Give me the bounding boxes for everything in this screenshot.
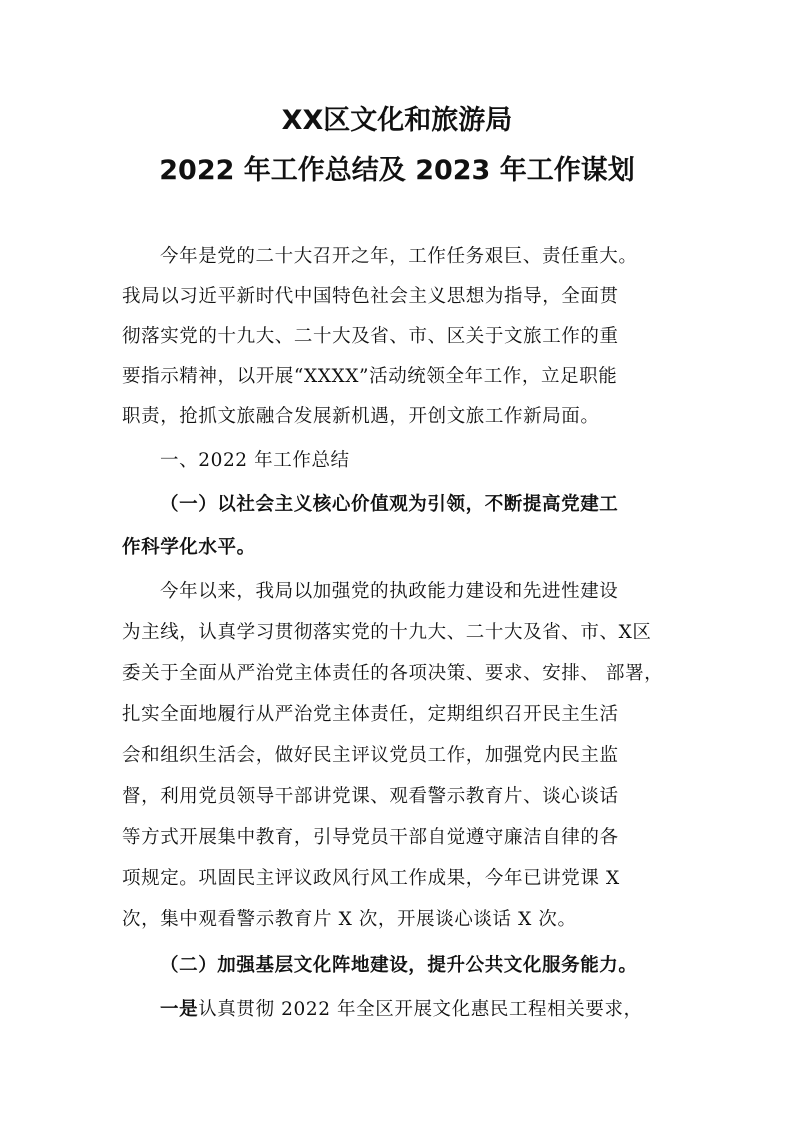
paragraph-line: 今年是党的二十大召开之年，工作任务艰巨、责任重大。	[160, 246, 638, 267]
paragraph-line: 我局以习近平新时代中国特色社会主义思想为指导，全面贯	[122, 286, 619, 307]
paragraph-line: 今年以来，我局以加强党的执政能力建设和先进性建设	[160, 581, 619, 602]
paragraph-line: 职责，抢抓文旅融合发展新机遇，开创文旅工作新局面。	[122, 406, 600, 427]
section-heading: 一、2022 年工作总结	[160, 450, 350, 471]
paragraph-line: 委关于全面从严治党主体责任的各项决策、要求、安排、 部署，	[122, 663, 664, 684]
paragraph-line: 扎实全面地履行从严治党主体责任，定期组织召开民主生活	[122, 704, 619, 725]
subsection-heading-continued: 作科学化水平。	[122, 537, 256, 558]
paragraph-line: 为主线，认真学习贯彻落实党的十九大、二十大及省、市、X区	[122, 622, 652, 643]
paragraph-line: 督，利用党员领导干部讲党课、观看警示教育片、谈心谈话	[122, 786, 619, 807]
paragraph-line-text: 认真贯彻 2022 年全区开展文化惠民工程相关要求，	[198, 999, 643, 1020]
paragraph-line: 会和组织生活会，做好民主评议党员工作，加强党内民主监	[122, 745, 619, 766]
emphasis-lead: 一是	[160, 999, 199, 1020]
paragraph-line: 彻落实党的十九大、二十大及省、市、区关于文旅工作的重	[122, 326, 619, 347]
paragraph-line: 等方式开展集中教育，引导党员干部自觉遵守廉洁自律的各	[122, 827, 619, 848]
paragraph-line: 次，集中观看警示教育片 X 次，开展谈心谈话 X 次。	[122, 909, 577, 930]
paragraph-line: 要指示精神，以开展“XXXX”活动统领全年工作，立足职能	[122, 366, 618, 387]
subsection-heading: （二）加强基层文化阵地建设，提升公共文化服务能力。	[160, 955, 638, 976]
paragraph-line: 项规定。巩固民主评议政风行风工作成果，今年已讲党课 X	[122, 868, 620, 889]
document-title-line-2: 2022 年工作总结及 2023 年工作谋划	[159, 155, 635, 186]
subsection-heading: （一）以社会主义核心价值观为引领，不断提高党建工	[160, 494, 619, 515]
document-title-line-1: XX区文化和旅游局	[281, 105, 513, 136]
paragraph-line	[160, 990, 643, 1030]
